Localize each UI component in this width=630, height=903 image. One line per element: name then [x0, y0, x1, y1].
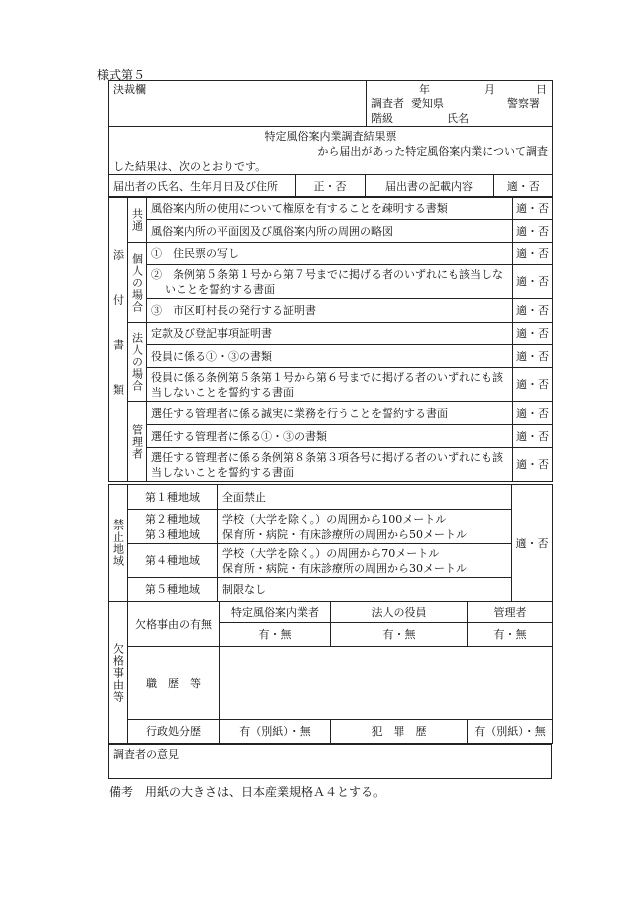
zone-2-3-text [218, 510, 512, 544]
heading-cell [109, 127, 553, 175]
zone-2-3-text-1: 学校（大学を除く。）の周囲から100メートル [222, 512, 447, 526]
doc-mark: 適・否 [513, 368, 553, 402]
doc-item: ③ 市区町村長の発行する証明書 [147, 299, 513, 323]
zone-mark: 適・否 [512, 485, 553, 602]
decision-label: 決裁欄 [113, 83, 146, 96]
header-block [108, 80, 552, 198]
col-operator: 特定風俗案内業者 [220, 602, 331, 623]
date-day: 日 [536, 83, 547, 96]
doc-item: 選任する管理者に係る誠実に業務を行うことを誓約する書面 [147, 402, 513, 425]
prohibited-section-label: 禁止地域 [109, 485, 128, 602]
presence-label: 欠格事由の有無 [128, 602, 220, 647]
admin-value: 有（別紙）・無 [220, 720, 331, 744]
doc-mark: 適・否 [513, 425, 553, 448]
opinion-label: 調査者の意見 [113, 748, 179, 761]
zone-1-label: 第１種地域 [128, 485, 218, 510]
criminal-label: 犯 罪 歴 [331, 720, 468, 744]
zone-2-3-text-2: 保育所・病院・有床診療所の周囲から50メートル [222, 527, 467, 541]
prefecture: 愛知県 [411, 97, 444, 110]
doc-item: ① 住民票の写し [147, 243, 513, 265]
opinion-cell [109, 745, 552, 779]
val-officer: 有・無 [331, 623, 468, 647]
doc-item: ② 条例第５条第１号から第７号までに掲げる者のいずれにも該当しないことを誓約する書面 [147, 265, 513, 299]
content-mark: 適・否 [506, 179, 540, 193]
doc-item: 風俗案内所の使用について権原を有することを疎明する書類 [147, 197, 513, 220]
doc-mark: 適・否 [513, 265, 553, 299]
notifier-label: 届出者の氏名、生年月日及び住所 [109, 175, 295, 197]
doc-mark: 適・否 [513, 323, 553, 345]
decision-cell [109, 81, 367, 127]
zone-4-label: 第４種地域 [128, 544, 218, 578]
zone-5-text: 制限なし [218, 578, 512, 602]
heading-line-2: した結果は、次のとおりです。 [113, 160, 267, 173]
doc-mark: 適・否 [513, 243, 553, 265]
career-value [220, 647, 553, 720]
rank-label: 階級 [371, 112, 393, 125]
zone-2-label: 第２種地域 [145, 512, 200, 526]
heading-line-1: から届出があった特定風俗案内業について調査 [317, 145, 548, 158]
doc-item: 定款及び登記事項証明書 [147, 323, 513, 345]
police-station: 警察署 [507, 97, 540, 110]
admin-label: 行政処分歴 [128, 720, 220, 744]
group-corporate-label: 法人の場合 [128, 323, 147, 402]
doc-mark: 適・否 [513, 448, 553, 482]
zone-4-text-2: 保育所・病院・有床診療所の周囲から30メートル [222, 561, 467, 575]
group-common-label: 共通 [128, 197, 147, 243]
doc-item: 選任する管理者に係る①・③の書類 [147, 425, 513, 448]
col-officer: 法人の役員 [331, 602, 468, 623]
doc-item: 風俗案内所の平面図及び風俗案内所の周囲の略図 [147, 220, 513, 243]
disqualification-block [108, 601, 552, 744]
doc-mark: 適・否 [513, 299, 553, 323]
zone-5-label: 第５種地域 [128, 578, 218, 602]
group-individual-label: 個人の場合 [128, 243, 147, 323]
doc-mark: 適・否 [513, 197, 553, 220]
content-label: 届出書の記載内容 [365, 175, 493, 197]
zone-1-text: 全面禁止 [218, 485, 512, 510]
investigator-cell [367, 81, 553, 127]
zone-2-3-labels [128, 510, 218, 544]
zone-4-text [218, 544, 512, 578]
prohibited-zones-block [108, 484, 552, 602]
col-manager: 管理者 [468, 602, 553, 623]
opinion-block [108, 744, 552, 779]
name-label: 氏名 [447, 112, 469, 125]
date-year: 年 [419, 83, 430, 96]
zone-4-text-1: 学校（大学を除く。）の周囲から70メートル [222, 546, 440, 560]
remarks-note: 備考 用紙の大きさは、日本産業規格Ａ４とする。 [109, 785, 386, 799]
doc-mark: 適・否 [513, 345, 553, 368]
doc-item: 役員に係る条例第５条第１号から第６号までに掲げる者のいずれにも該当しないことを誓約する書面 [147, 368, 513, 402]
disqualification-section-label: 欠格事由等 [109, 602, 128, 744]
notifier-mark: 正・否 [295, 175, 365, 197]
form-number: 様式第５ [97, 68, 146, 82]
doc-item: 役員に係る①・③の書類 [147, 345, 513, 368]
date-month: 月 [484, 83, 495, 96]
group-manager-label: 管理者 [128, 402, 147, 482]
zone-3-label: 第３種地域 [145, 527, 200, 541]
career-label: 職 歴 等 [128, 647, 220, 720]
val-manager: 有・無 [468, 623, 553, 647]
attached-section-label: 添付書類 [109, 197, 128, 482]
doc-item: 選任する管理者に係る条例第８条第３項各号に掲げる者のいずれにも該当しないことを誓約する書面 [147, 448, 513, 482]
criminal-value: 有（別紙）・無 [468, 720, 553, 744]
doc-mark: 適・否 [513, 220, 553, 243]
attached-docs-block [108, 196, 552, 482]
investigator-label: 調査者 [371, 97, 404, 110]
val-operator: 有・無 [220, 623, 331, 647]
form-title: 特定風俗案内業調査結果票 [264, 130, 397, 143]
doc-mark: 適・否 [513, 402, 553, 425]
